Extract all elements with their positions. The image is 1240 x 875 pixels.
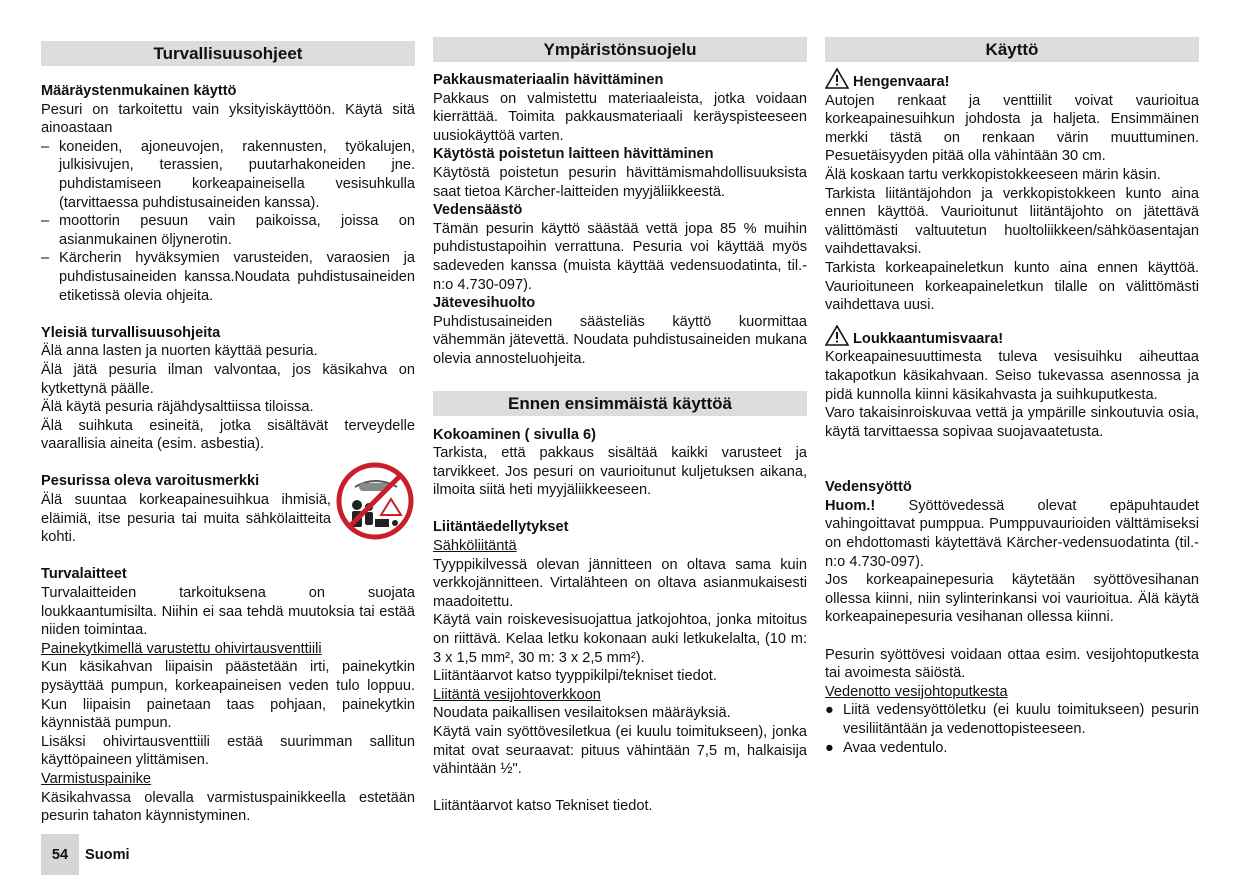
paragraph: Älä anna lasten ja nuorten käyttää pesuria. (41, 343, 318, 360)
warning-triangle-icon (825, 325, 849, 346)
paragraph: Pakkaus on valmistettu materiaaleista, jotka voidaan kierrättää. Toimita pakkausmateriaali keräyspisteeseen uusiokäyttöä varten. (433, 90, 807, 144)
paragraph: Tarkista korkeapaineletkun kunto aina ennen käyttöä. Vaurioituneen korkeapaineletkun tilalle on välittömästi vaihdettava uusi. (825, 259, 1199, 314)
paragraph: Korkeapainesuuttimesta tuleva vesisuihku aiheuttaa takapotkun käsikahvaan. Seiso tukevassa asennossa ja pidä kunnolla kiinni käsikahvasta ja suihkuputkesta. (825, 349, 1199, 403)
note-label: Huom.! (825, 497, 876, 514)
paragraph: Puhdistusaineiden säästeliäs käyttö kuormittaa vähemmän jätevettä. Noudata puhdistusaineiden mukana olevia annosteluohjeita. (433, 313, 807, 367)
section-header-safety: Turvallisuusohjeet (41, 41, 415, 66)
column-operation (825, 37, 1199, 757)
paragraph: Käytöstä poistetun pesurin hävittämismahdollisuuksista saat tietoa Kärcher-laitteiden myyjäliikkeestä. (433, 164, 807, 200)
section-header-environment: Ympäristönsuojelu (433, 37, 807, 62)
paragraph: Pesuri on tarkoitettu vain yksityiskäyttöön. Käytä sitä ainoastaan (41, 101, 415, 137)
list-item: – moottorin pesuun vain paikoissa, joissa on asianmukainen öljynerotin. (41, 213, 415, 248)
page-footer (41, 834, 130, 875)
paragraph: Käytä vain syöttövesiletkua (ei kuulu toimitukseen), jonka mitat ovat seuraavat: pituus vähintään 7,5 m, halkaisija vähintään ½". (433, 724, 807, 778)
section-header-first-use: Ennen ensimmäistä käyttöä (433, 391, 807, 416)
paragraph: Tyyppikilvessä olevan jännitteen on oltava sama kuin verkkojännitteen. Virtalähteen on oltava asianmukaisesti maadoitettu. (433, 556, 807, 610)
paragraph: Autojen renkaat ja venttiilit voivat vaurioitua korkeapainesuihkun johdosta ja haljeta. Ensimmäinen merkki tästä on renkaan värin muuttuminen. Pesuetäisyyden pitää olla vähintään 30 cm. (825, 92, 1199, 165)
section-header-operation: Käyttö (825, 37, 1199, 62)
column-environment (433, 37, 807, 816)
list-item: – koneiden, ajoneuvojen, rakennusten, työkalujen, julkisivujen, terassien, puutarhakoneiden jne. puhdistamiseen korkeapaineisella vesisuhkulla (tarvittaessa puhdistusaineiden kanssa). (41, 138, 415, 211)
heading-waste-water: Jätevesihuolto (433, 295, 536, 312)
heading-disposal: Käytöstä poistetun laitteen hävittäminen (433, 146, 714, 163)
warning-triangle-icon (825, 68, 849, 89)
column-safety (41, 37, 415, 826)
paragraph: Käsikahvassa olevalla varmistuspainikkeella estetään pesurin tahaton käynnistyminen. (41, 789, 415, 825)
heading-warning-sign: Pesurissa oleva varoitusmerkki (41, 473, 260, 490)
paragraph: Kun käsikahvan liipaisin päästetään irti, painekytkin pysäyttää pumpun, korkeapaineisen veden tulo loppuu. Kun liipaisin painetaan taas pohjaan, painekytkin käynnistää pumpun. (41, 659, 415, 732)
paragraph: Käytä vain roiskevesisuojattua jatkojohtoa, jonka mitoitus on riittävä. Kelaa letku kokonaan auki letkukelalta, (10 m: 3 x 1,5 mm², 30 m: 3 x 2,5 mm²). (433, 612, 807, 666)
paragraph: Tämän pesurin käyttö säästää vettä jopa 85 % muihin puhdistustapoihin verrattuna. Pesuria voi käyttää myös sadeveden kanssa (muista käyttää vedensuodatinta, til.-n:o 4.730-097). (433, 220, 807, 293)
no-spray-warning-icon (335, 461, 415, 541)
heading-connection-requirements: Liitäntäedellytykset (433, 519, 569, 536)
subheading-overflow-valve: Painekytkimellä varustettu ohivirtausventtiili (41, 640, 322, 657)
list-item: ● Liitä vedensyöttöletku (ei kuulu toimitukseen) pesurin vesiliitäntään ja vedenottopisteeseen. (825, 702, 1199, 737)
heading-intended-use: Määräystenmukainen käyttö (41, 83, 237, 99)
paragraph: Liitäntäarvot katso tyyppikilpi/tekniset tiedot. (433, 668, 717, 685)
warning-risk-of-injury: Loukkaantumisvaara! (825, 325, 1199, 349)
paragraph: Turvalaitteiden tarkoituksena on suojata loukkaantumisilta. Niihin ei saa tehdä muutoksia tai estää niiden toimintaa. (41, 585, 415, 639)
paragraph: Pesurin syöttövesi voidaan ottaa esim. vesijohtoputkesta tai avoimesta säiöstä. (825, 646, 1199, 682)
paragraph: Varo takaisinroiskuvaa vettä ja ympärille sinkoutuvia osia, käytä tarvittaessa sopivaa suojavaatetusta. (825, 405, 1199, 440)
subheading-safety-button: Varmistuspainike (41, 770, 152, 787)
warning-danger-to-life: Hengenvaara! (825, 68, 1199, 92)
paragraph: Huom.! Syöttövedessä olevat epäpuhtaudet vahingoittavat pumppua. Pumppuvaurioiden välttämiseksi on ehdottomasti käytettävä Kärcher-vedensuodatinta (til.-n:o 4.730-097). (825, 497, 1199, 570)
paragraph: Tarkista, että pakkaus sisältää kaikki varusteet ja tarvikkeet. Jos pesuri on vaurioitunut kuljetuksen aikana, ilmoita siitä heti myyjäliikkeeseen. (433, 445, 807, 499)
water-intake-steps (825, 701, 1199, 757)
paragraph: Älä suuntaa korkeapainesuihkua ihmisiä, eläimiä, itse pesuria tai muita sähkölaitteita kohti. (41, 492, 331, 546)
paragraph: Tarkista liitäntäjohdon ja verkkopistokkeen kunto aina ennen käyttöä. Vaurioitunut liitäntäjohto on jätettävä välittömästi valtuutetun huoltoliikkeen/sähköasentajan vaihdettavaksi. (825, 185, 1199, 258)
paragraph: Liitäntäarvot katso Tekniset tiedot. (433, 798, 653, 815)
list-item: – Kärcherin hyväksymien varusteiden, varaosien ja puhdistusaineiden kanssa.Noudata puhdistusaineiden etiketissä olevia ohjeita. (41, 250, 415, 304)
subheading-water-connection: Liitäntä vesijohtoverkkoon (433, 686, 601, 703)
paragraph: Älä käytä pesuria räjähdysalttiissa tiloissa. (41, 399, 314, 416)
intended-use-list (41, 138, 415, 305)
heading-water-saving: Vedensäästö (433, 202, 523, 219)
heading-assembly: Kokoaminen ( sivulla 6) (433, 426, 597, 443)
paragraph: Älä suihkuta esineitä, jotka sisältävät terveydelle vaarallisia aineita (esim. asbestia). (41, 417, 415, 453)
list-item: ● Avaa vedentulo. (825, 739, 948, 756)
paragraph: Noudata paikallisen vesilaitoksen määräyksiä. (433, 705, 731, 722)
language-label: Suomi (85, 846, 130, 863)
paragraph: Älä koskaan tartu verkkopistokkeeseen märin käsin. (825, 166, 1161, 183)
heading-general-safety: Yleisiä turvallisuusohjeita (41, 324, 221, 341)
heading-safety-devices: Turvalaitteet (41, 566, 127, 583)
paragraph: Jos korkeapainepesuria käytetään syöttövesihanan ollessa kiinni, niin sylinterinkansi voi vaurioitua. Älä käytä korkeapainepesuria vesihanan ollessa kiinni. (825, 572, 1199, 626)
page-number: 54 (41, 834, 79, 875)
paragraph: Älä jätä pesuria ilman valvontaa, jos käsikahva on kytkettynä päälle. (41, 361, 415, 397)
heading-water-supply: Vedensyöttö (825, 479, 912, 496)
paragraph: Lisäksi ohivirtausventtiili estää suurimman sallitun käyttöpaineen ylittämisen. (41, 733, 415, 769)
subheading-water-intake: Vedenotto vesijohtoputkesta (825, 683, 1008, 700)
subheading-electric-connection: Sähköliitäntä (433, 538, 517, 555)
heading-packaging: Pakkausmateriaalin hävittäminen (433, 72, 664, 88)
